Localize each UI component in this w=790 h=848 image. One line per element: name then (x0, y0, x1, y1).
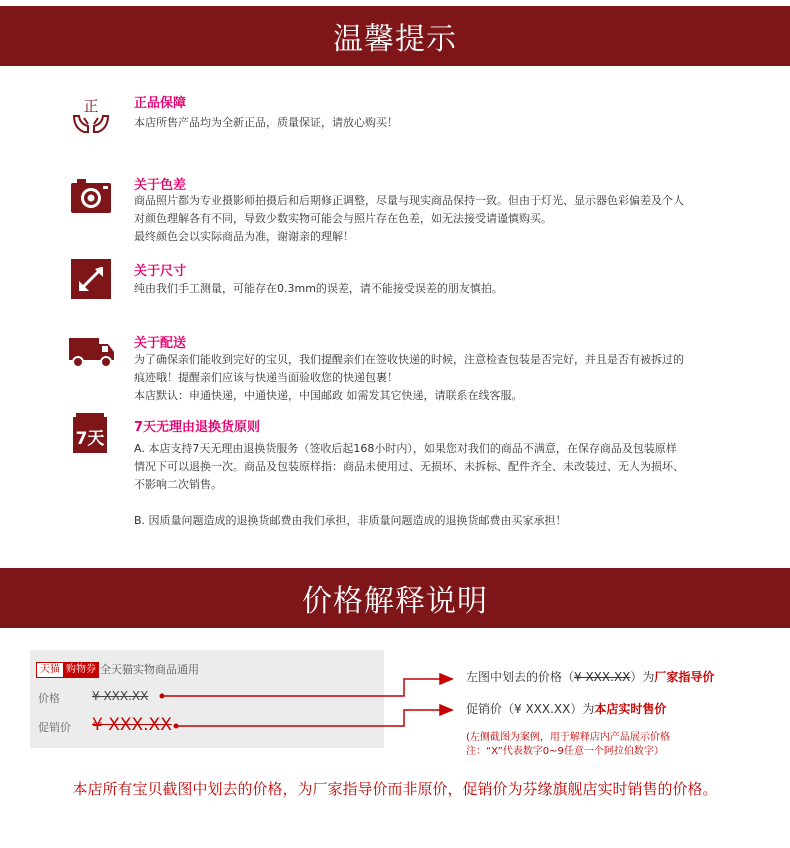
item-body (134, 114, 754, 132)
explain-text: 左图中划去的价格（ (466, 670, 575, 684)
explain-highlight: 厂家指导价 (654, 670, 715, 684)
item-line: 本店所售产品均为全新正品，质量保证，请放心购买！ (134, 116, 398, 129)
coupon-description: 全天猫实物商品通用 (100, 663, 199, 676)
item-body (134, 351, 754, 405)
item-line: 情况下可以退换一次。商品及包装原样指：商品未使用过、无损坏、未拆标、配件齐全、未改装过、无人为损坏、 (134, 460, 684, 473)
item-body (134, 280, 754, 298)
item-line: 对颜色理解各有不同，导致少数实物可能会与照片存在色差，如无法接受请谨慎购买。 (134, 212, 552, 225)
item-title: 关于尺寸 (134, 264, 187, 279)
promo-price-label: 促销价 (38, 721, 71, 734)
item-title: 正品保障 (134, 96, 187, 111)
item-line: 纯由我们手工测量，可能存在0.3mm的误差，请不能接受误差的朋友慎拍。 (134, 282, 503, 295)
genuine-icon-text: 正 (83, 97, 99, 115)
item-line (134, 494, 754, 512)
info-item-return (0, 408, 790, 538)
explain-note-1: (左侧截图为案例，用于解释店内产品展示价格 (466, 732, 670, 743)
info-item-delivery (0, 328, 790, 408)
section-banner-tips (0, 6, 790, 66)
item-line: 为了确保亲们能收到完好的宝贝，我们提醒亲们在签收快递的时候，注意检查包装是否完好，并且是否有被拆过的 (134, 353, 684, 366)
explain-note-2: 注：“X”代表数字0~9任意一个阿拉伯数字） (466, 746, 664, 757)
section-title: 温馨提示 (333, 22, 457, 57)
explain-text: 促销价（¥ XXX.XX）为 (466, 702, 595, 716)
item-line: 本店默认：申通快递，中通快递，中国邮政 如需发其它快递，请联系在线客服。 (134, 389, 523, 402)
item-body (134, 440, 754, 530)
item-title: 关于色差 (134, 178, 187, 193)
info-item-size (0, 256, 790, 306)
explain-list-price (466, 668, 714, 685)
camera-icon (70, 174, 112, 216)
explain-highlight: 本店实时售价 (594, 702, 667, 716)
list-price-value: ¥ XXX.XX (92, 689, 149, 703)
seven-day-calendar-icon (72, 412, 108, 454)
item-line: 商品照片都为专业摄影师拍摄后和后期修正调整，尽量与现实商品保持一致。但由于灯光、显示器色彩偏差及个人 (134, 194, 684, 207)
info-item-genuine (0, 88, 790, 148)
truck-icon (68, 330, 116, 372)
tmall-tag: 天猫 (36, 662, 64, 678)
promo-price-value: ¥ XXX.XX (92, 715, 172, 735)
footer-statement: 本店所有宝贝截图中划去的价格，为厂家指导价而非原价，促销价为芬缘旗舰店实时销售的价格。 (72, 780, 718, 798)
item-line: A. 本店支持7天无理由退换货服务（签收后起168小时内），如果您对我们的商品不满意，在保存商品及包装原样 (134, 442, 677, 455)
item-line: B. 因质量问题造成的退换货邮费由我们承担，非质量问题造成的退换货邮费由买家承担！ (134, 514, 567, 527)
list-price-label: 价格 (38, 692, 60, 705)
info-item-color (0, 170, 790, 250)
section-title: 价格解释说明 (302, 584, 488, 619)
explain-promo-price (466, 700, 666, 717)
section-banner-price (0, 568, 790, 628)
item-body (134, 192, 754, 246)
coupon-tag: 购物券 (63, 662, 99, 678)
explain-text: ）为 (630, 670, 655, 684)
explain-strike-value: ¥ XXX.XX (574, 670, 631, 684)
item-line: 最终颜色会以实际商品为准，谢谢亲的理解！ (134, 230, 354, 243)
item-line: 不影响二次销售。 (134, 478, 222, 491)
item-title: 关于配送 (134, 336, 187, 351)
seven-day-icon-text: 7天 (75, 429, 105, 449)
resize-arrow-icon (70, 258, 112, 300)
genuine-hands-icon (70, 94, 112, 136)
item-title: 7天无理由退换货原则 (134, 420, 261, 435)
item-line: 痕迹哦！提醒亲们应该与快递当面验收您的快递包裹！ (134, 371, 398, 384)
